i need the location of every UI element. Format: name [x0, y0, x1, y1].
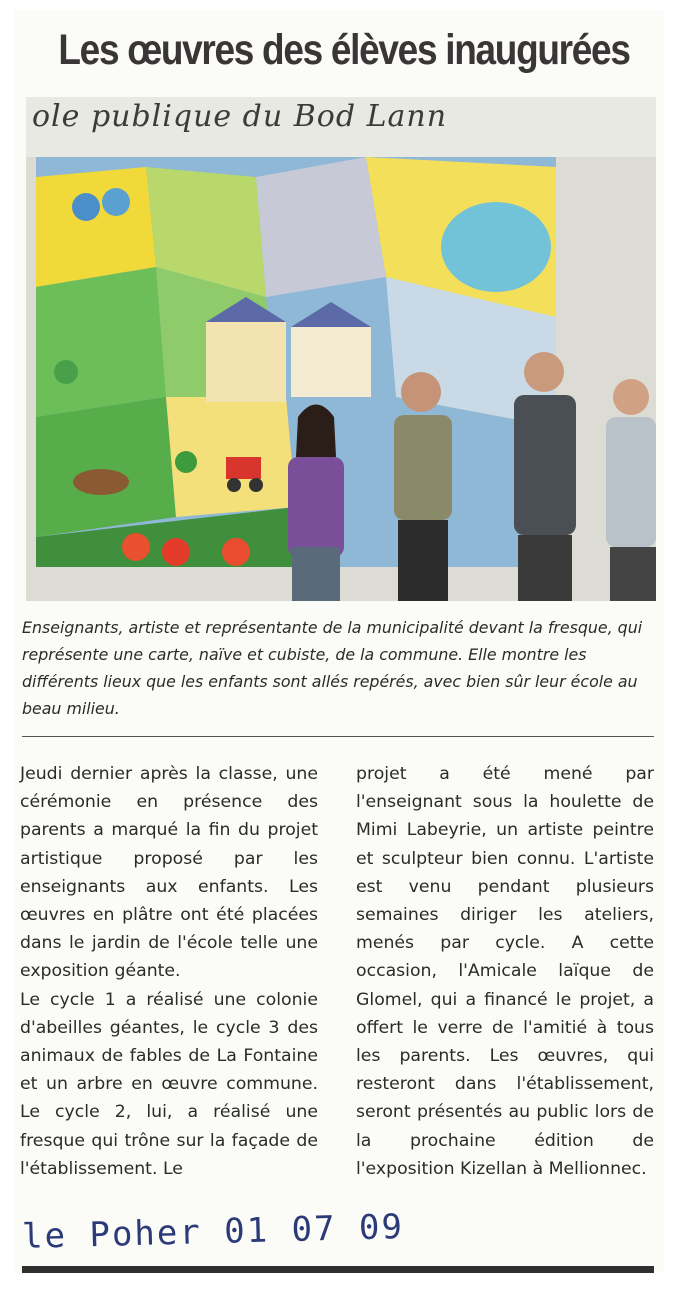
article-column-right: [356, 760, 654, 1183]
paragraph: projet a été mené par l'enseignant sous la houlette de Mimi Labeyrie, un artiste peintre et sculpteur bien connu. L'artiste est venu pendant plusieurs semaines diriger les ateliers, menés par cycle. A cette occasion, l'Amicale laïque de Glomel, qui a financé le projet, a offert le verre de l'amitié à tous les parents. Les œuvres, qui resteront dans l'établissement, seront présentés au public lors de la prochaine édition de l'exposition Kizellan à Mellionnec.: [356, 764, 654, 1179]
article-headline: Les œuvres des élèves inaugurées: [58, 26, 630, 74]
paragraph: Le cycle 1 a réalisé une colonie d'abeilles géantes, le cycle 3 des animaux de fables de La Fontaine et un arbre en œuvre commune. Le cycle 2, lui, a réalisé une fresque qui trône sur la façade de l'établissement. Le: [20, 989, 318, 1179]
article-photo: [26, 97, 656, 601]
bottom-rule: [22, 1266, 654, 1273]
paragraph: Jeudi dernier après la classe, une cérémonie en présence des parents a marqué la fin du projet artistique proposé par les enseignants aux enfants. Les œuvres en plâtre ont été placées dans le jardin de l'école telle une exposition géante.: [20, 764, 318, 982]
fresco-photo-illustration: [26, 97, 656, 601]
handwritten-source-date: le Poher 01 07 09: [21, 1207, 405, 1257]
photo-caption: Enseignants, artiste et représentante de la municipalité devant la fresque, qui représente une carte, naïve et cubiste, de la commune. Elle montre les différents lieux que les enfants sont allés repérés, avec bien sûr leur école au beau milieu.: [22, 618, 643, 718]
divider: [22, 736, 654, 737]
wall-inscription: ole publique du Bod Lann: [32, 99, 448, 134]
article-column-left: [20, 760, 318, 1183]
